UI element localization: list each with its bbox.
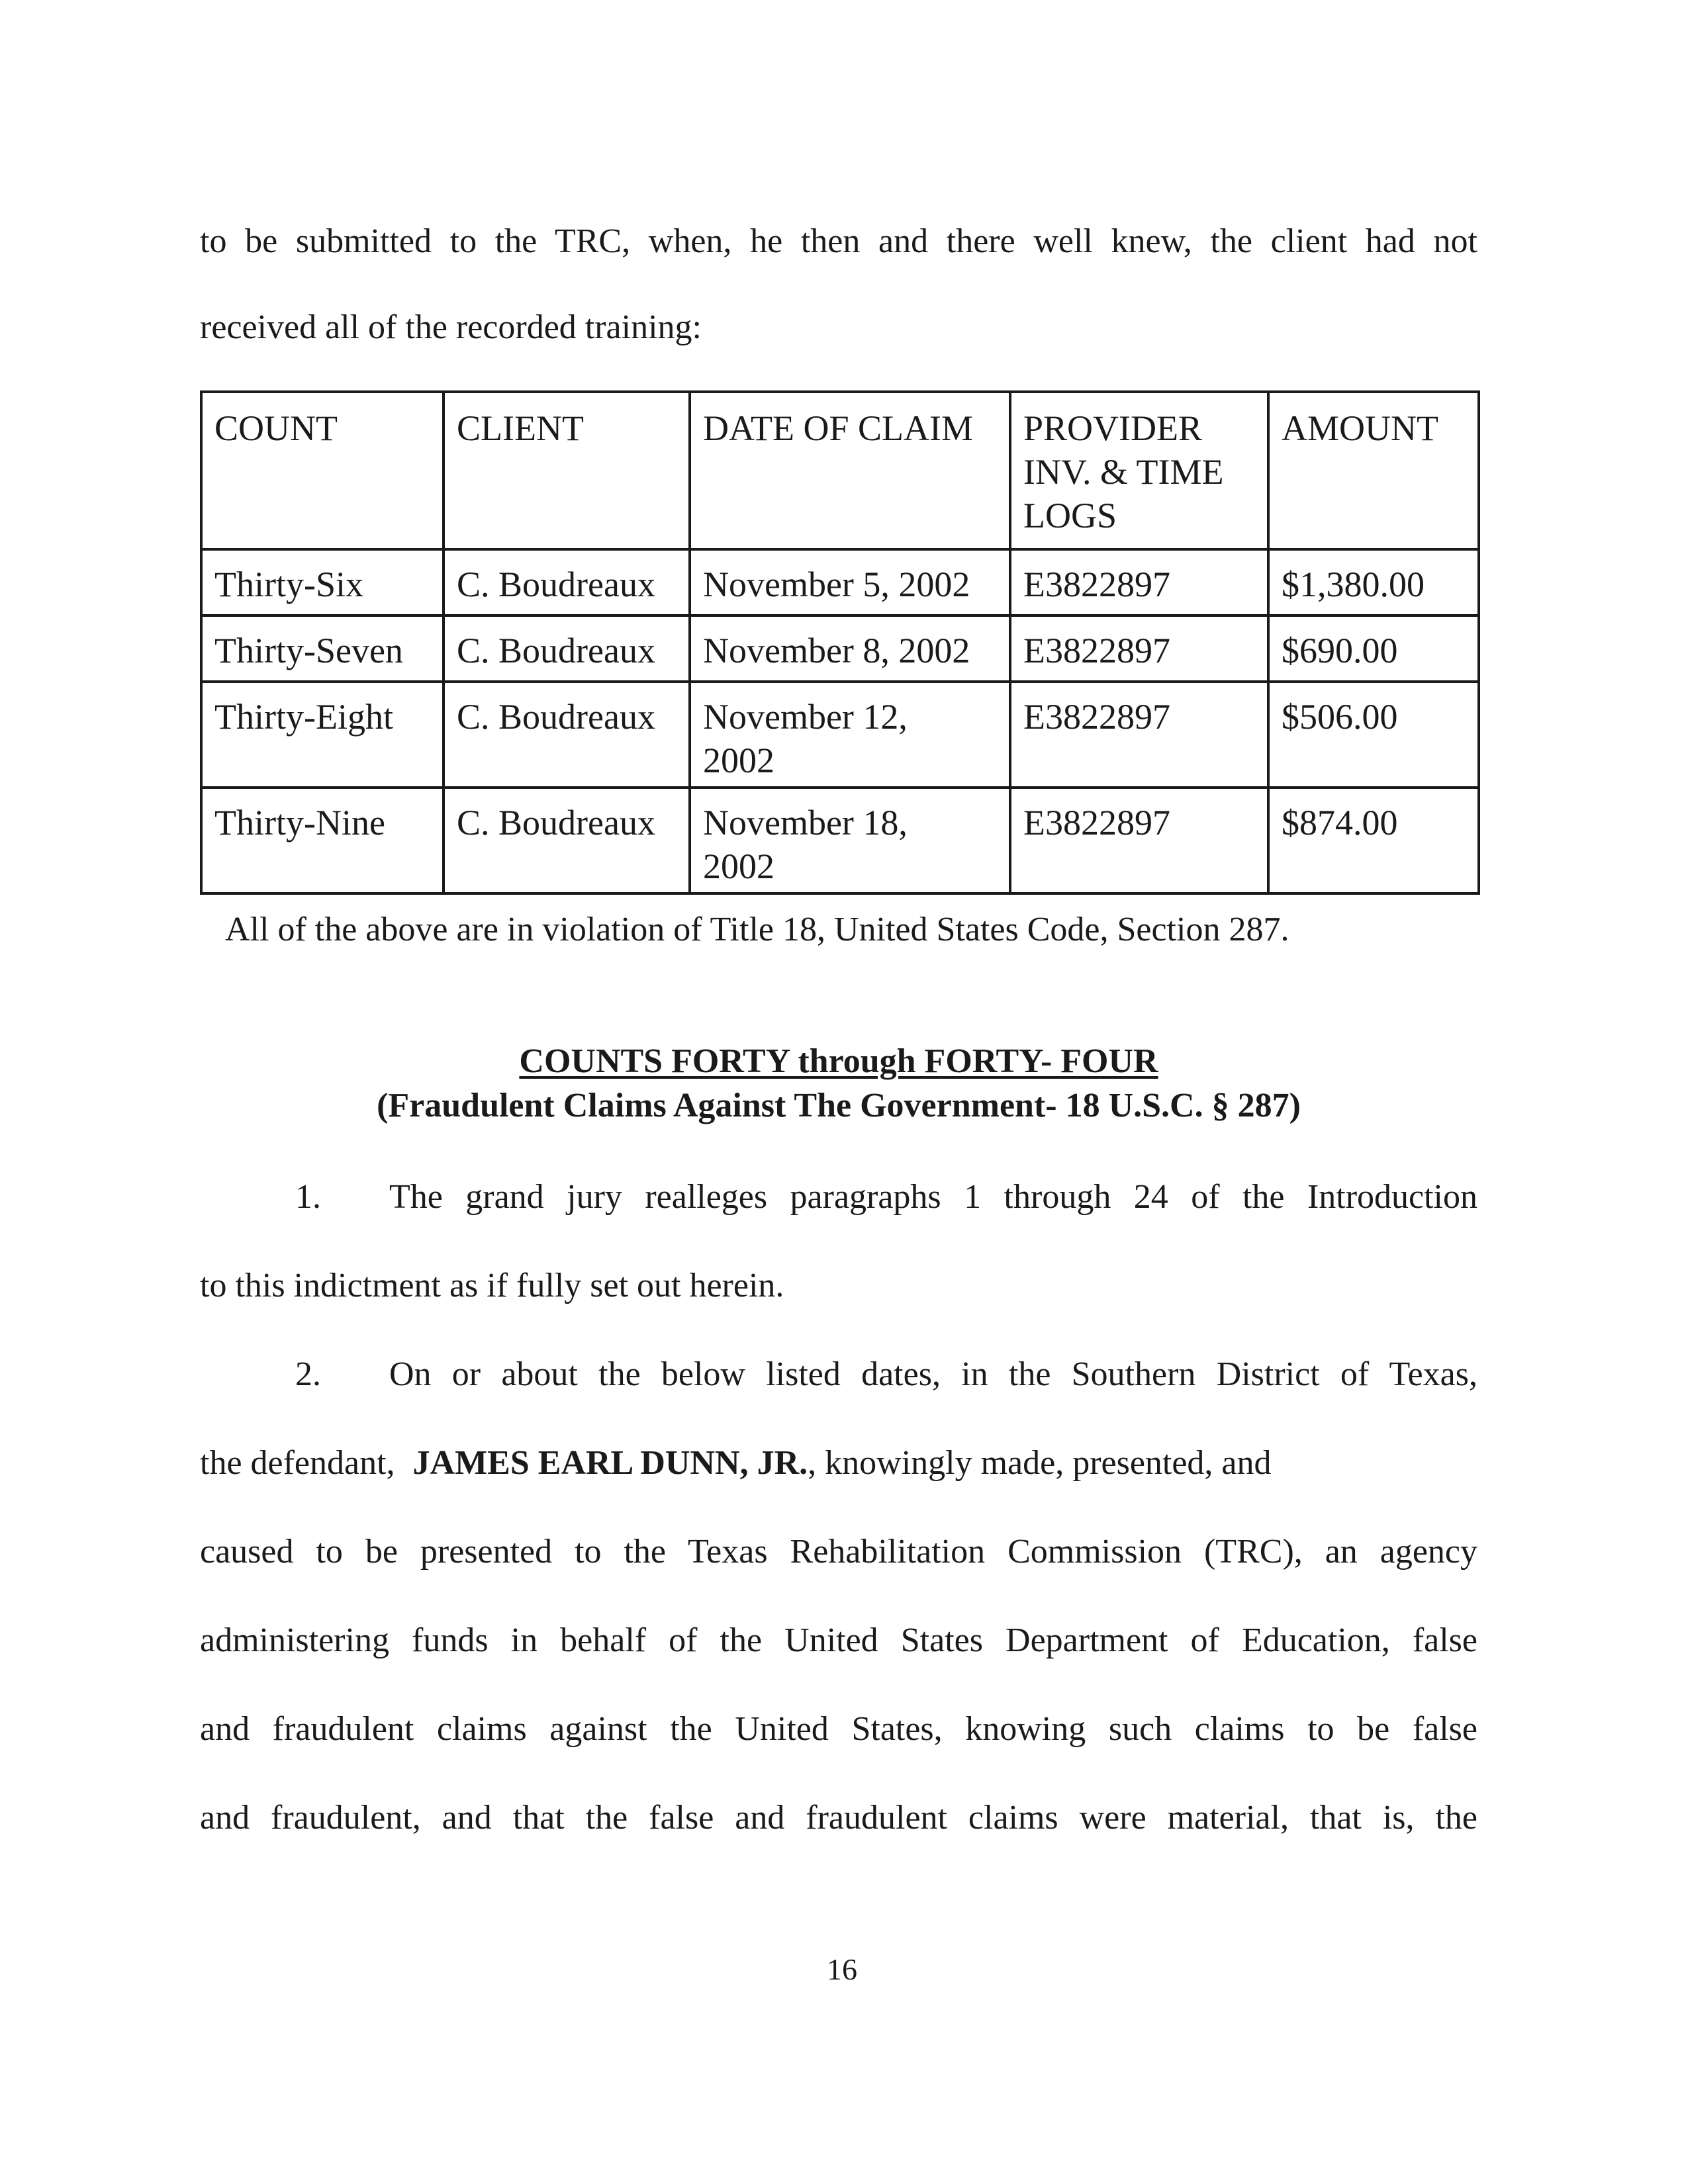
intro-paragraph	[200, 197, 1477, 372]
header-client: CLIENT	[444, 392, 690, 549]
cell-count: Thirty-Nine	[201, 788, 444, 893]
paragraph-1-first-line	[200, 1153, 1477, 1242]
paragraph-1-line-1: The grand jury realleges paragraphs 1 through 24 of the Introduction	[389, 1178, 1477, 1216]
paragraph-2-text-before-defendant: the defendant,	[200, 1444, 395, 1482]
table-row	[201, 788, 1479, 893]
paragraph-2-line-2	[200, 1419, 1477, 1508]
cell-amount: $1,380.00	[1268, 549, 1479, 615]
paragraph-2-line-1: On or about the below listed dates, in the Southern District of Texas,	[389, 1355, 1477, 1393]
paragraph-1	[200, 1153, 1477, 1330]
intro-line-2: received all of the recorded training:	[200, 308, 702, 346]
intro-line-1: to be submitted to the TRC, when, he then and there well knew, the client had not	[200, 222, 1477, 260]
header-count: COUNT	[201, 392, 444, 549]
cell-amount: $506.00	[1268, 682, 1479, 788]
cell-date: November 18, 2002	[690, 788, 1010, 893]
cell-date: November 8, 2002	[690, 615, 1010, 682]
cell-count: Thirty-Six	[201, 549, 444, 615]
cell-invoice: E3822897	[1010, 615, 1268, 682]
cell-date: November 5, 2002	[690, 549, 1010, 615]
table-row	[201, 682, 1479, 788]
cell-client: C. Boudreaux	[444, 788, 690, 893]
cell-count: Thirty-Eight	[201, 682, 444, 788]
paragraph-2-first-line	[200, 1330, 1477, 1419]
cell-client: C. Boudreaux	[444, 549, 690, 615]
table-header-row	[201, 392, 1479, 549]
page-number: 16	[827, 1952, 857, 1986]
paragraph-2-line-2-start	[200, 1419, 1272, 1508]
cell-amount: $690.00	[1268, 615, 1479, 682]
section-title: COUNTS FORTY through FORTY- FOUR	[519, 1042, 1158, 1080]
cell-date: November 12, 2002	[690, 682, 1010, 788]
cell-count: Thirty-Seven	[201, 615, 444, 682]
section-subtitle: (Fraudulent Claims Against The Government- 18 U.S.C. § 287)	[377, 1087, 1301, 1124]
paragraph-2-number: 2.	[295, 1355, 321, 1393]
cell-invoice: E3822897	[1010, 788, 1268, 893]
header-amount: AMOUNT	[1268, 392, 1479, 549]
paragraph-1-number: 1.	[295, 1178, 321, 1216]
claims-table	[200, 390, 1480, 895]
table-row	[201, 615, 1479, 682]
cell-client: C. Boudreaux	[444, 682, 690, 788]
cell-invoice: E3822897	[1010, 682, 1268, 788]
header-invoice: PROVIDER INV. & TIME LOGS	[1010, 392, 1268, 549]
cell-client: C. Boudreaux	[444, 615, 690, 682]
paragraph-2-line-3: caused to be presented to the Texas Rehabilitation Commission (TRC), an agency	[200, 1533, 1477, 1570]
paragraph-1-line-2: to this indictment as if fully set out herein.	[200, 1267, 784, 1304]
table-note: All of the above are in violation of Title 18, United States Code, Section 287.	[225, 911, 1289, 948]
cell-invoice: E3822897	[1010, 549, 1268, 615]
paragraph-2	[200, 1330, 1477, 1862]
paragraph-2-line-4: administering funds in behalf of the United States Department of Education, false	[200, 1621, 1477, 1659]
cell-amount: $874.00	[1268, 788, 1479, 893]
header-date: DATE OF CLAIM	[690, 392, 1010, 549]
paragraph-2-line-5: and fraudulent claims against the United States, knowing such claims to be false	[200, 1710, 1477, 1748]
paragraph-2-text-after-defendant: , knowingly made, presented, and	[808, 1444, 1272, 1482]
paragraph-2-line-6: and fraudulent, and that the false and fraudulent claims were material, that is, the	[200, 1799, 1477, 1837]
table-row	[201, 549, 1479, 615]
defendant-name: JAMES EARL DUNN, JR.	[412, 1444, 808, 1482]
